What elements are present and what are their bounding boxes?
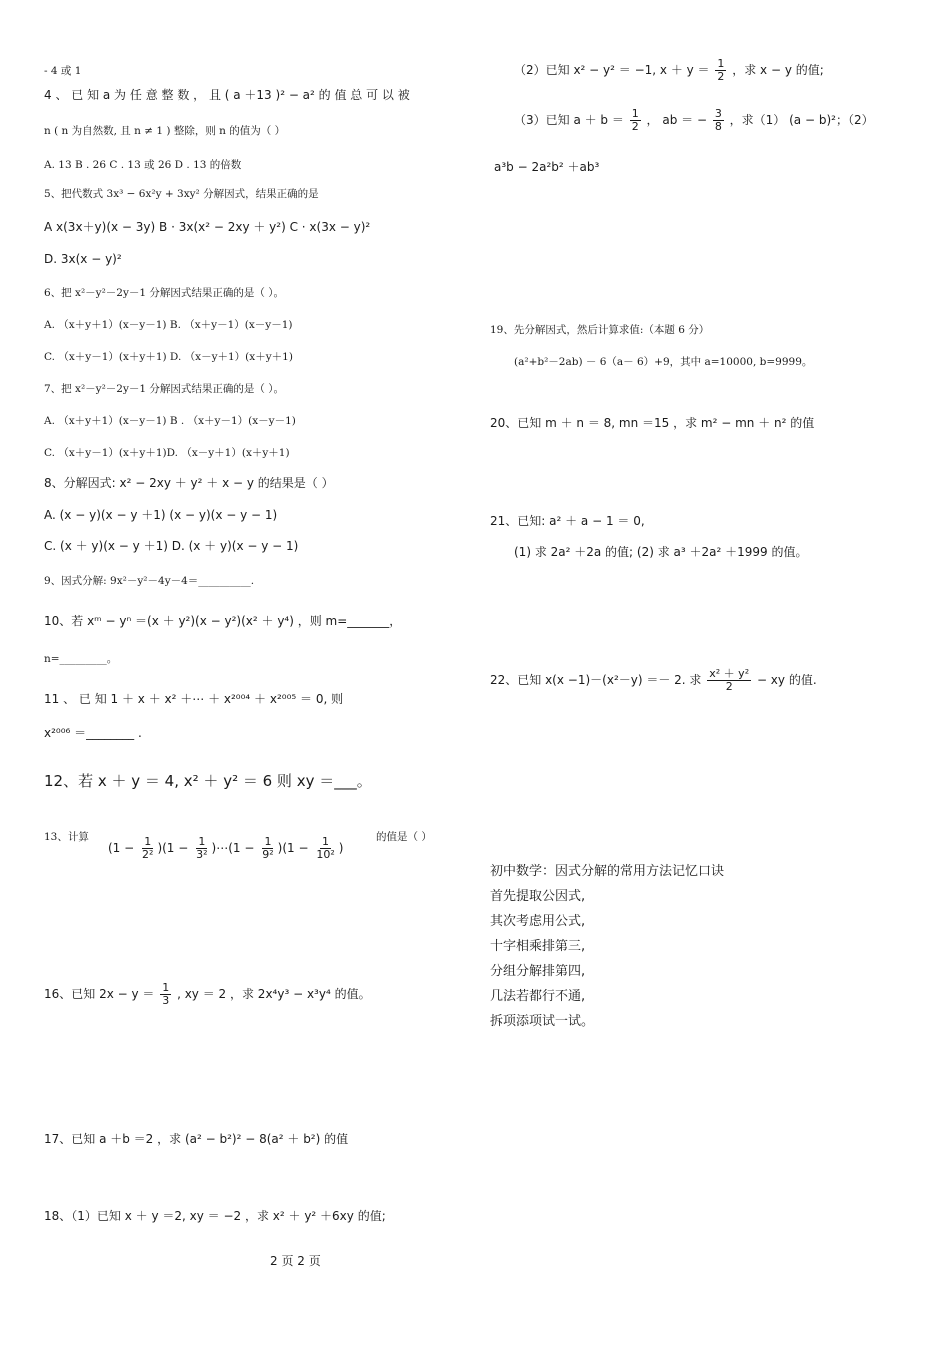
question-8-options-ab: A. (x − y)(x − y ＋1) (x − y)(x − y − 1): [44, 508, 278, 522]
question-13-product: (1 − $\frac{1}{\text{2²}}$ )(1 − $\frac{1}{\text{3²}}$ )⋯(1 − $\frac{1}{\text{9²}}$ )(1 − $\frac{1}{\text{10²}}$ ): [108, 835, 344, 861]
tips-title: 初中数学：因式分解的常用方法记忆口诀: [490, 864, 725, 879]
tip-line: 几法若都行不通,: [490, 989, 586, 1004]
fraction: $\frac{1}{\text{3²}}$: [196, 835, 208, 861]
question-6-options-cd: C. （x＋y－1）(x＋y＋1) D. （x－y＋1）(x＋y＋1): [44, 351, 293, 363]
question-18-part2: （2）已知 x² − y² ＝ −1, x ＋ y ＝ $\frac{1}{2}$ ，求 x − y 的值;: [514, 57, 824, 83]
question-18-part3-expr: a³b − 2a²b² ＋ab³: [494, 160, 600, 174]
fraction: $\frac{1}{2}$: [717, 57, 725, 83]
tip-line: 分组分解排第四,: [490, 964, 586, 979]
question-8-stem: 8、分解因式: x² − 2xy ＋ y² ＋ x − y 的结果是（ ）: [44, 476, 334, 490]
question-8-options-cd: C. (x ＋ y)(x − y ＋1) D. (x ＋ y)(x − y − 1): [44, 539, 299, 553]
question-5-stem: 5、把代数式 3x³ − 6x²y + 3xy² 分解因式，结果正确的是: [44, 188, 319, 200]
fraction: $\frac{3}{8}$: [714, 107, 722, 133]
question-11-cont: x²⁰⁰⁶ ＝________ .: [44, 726, 142, 740]
question-10-cont: n=_________。: [44, 653, 118, 665]
question-6-stem: 6、把 x²－y²－2y－1 分解因式结果正确的是（ ）。: [44, 287, 285, 299]
question-22: 22、已知 x(x −1)－(x²－y) ＝－ 2. 求 $\frac{\text{x² ＋ y²}}{2}$ − xy 的值.: [490, 667, 817, 693]
question-20: 20、已知 m ＋ n ＝ 8, mn ＝15 ，求 m² − mn ＋ n² 的值: [490, 416, 815, 430]
fraction: $\frac{1}{\text{10²}}$: [316, 835, 335, 861]
tip-line: 其次考虑用公式,: [490, 914, 586, 929]
fraction: $\frac{1}{\text{9²}}$: [262, 835, 274, 861]
page-footer: 2 页 2 页: [270, 1254, 321, 1268]
question-21-parts: (1) 求 2a² ＋2a 的值; (2) 求 a³ ＋2a² ＋1999 的值。: [514, 545, 808, 559]
question-4-options: A. 13 B . 26 C . 13 或 26 D . 13 的倍数: [44, 159, 242, 171]
question-13-tail: 的值是（ ）: [376, 831, 432, 843]
question-7-options-cd: C. （x＋y－1）(x＋y＋1)D. （x－y＋1）(x＋y＋1): [44, 447, 290, 459]
tip-line: 十字相乘排第三,: [490, 939, 586, 954]
question-19-expr: (a²+b²－2ab) － 6（a－ 6）+9，其中 a=10000, b=9999。: [514, 356, 813, 368]
answer-fragment: - 4 或 1: [44, 65, 82, 77]
question-18-part3: （3）已知 a ＋ b ＝ $\frac{1}{2}$ ， ab ＝ − $\frac{3}{8}$ ，求（1） (a − b)²；（2）: [514, 107, 874, 133]
question-17: 17、已知 a ＋b ＝2 ，求 (a² − b²)² − 8(a² ＋ b²) 的值: [44, 1132, 349, 1146]
question-21: 21、已知: a² ＋ a − 1 ＝ 0,: [490, 514, 645, 528]
question-4-stem: 4 、 已 知 a 为 任 意 整 数 ， 且 ( a ＋13 )² − a² 的 值 总 可 以 被: [44, 88, 410, 102]
fraction: $\frac{\text{x² ＋ y²}}{2}$: [709, 667, 750, 693]
question-19: 19、先分解因式，然后计算求值:（本题 6 分）: [490, 324, 710, 336]
fraction: $\frac{1}{2}$: [631, 107, 639, 133]
fraction: $\frac{1}{3}$: [162, 981, 170, 1007]
question-10: 10、若 xᵐ − yⁿ ＝(x ＋ y²)(x − y²)(x² ＋ y⁴) ，则 m=_______，: [44, 614, 402, 628]
question-4-stem-cont: n ( n 为自然数, 且 n ≠ 1 ) 整除，则 n 的值为（ ）: [44, 125, 286, 137]
fraction: $\frac{1}{\text{2²}}$: [142, 835, 154, 861]
question-16: 16、已知 2x − y ＝ $\frac{1}{3}$ , xy ＝ 2 ，求 2x⁴y³ − x³y⁴ 的值。: [44, 981, 371, 1007]
question-13-label: 13、计算: [44, 831, 89, 843]
question-5-option-d: D. 3x(x − y)²: [44, 252, 122, 266]
question-9: 9、因式分解: 9x²－y²－4y－4＝__________.: [44, 575, 255, 587]
question-7-options-ab: A. （x＋y＋1）(x－y－1) B . （x＋y－1）(x－y－1): [44, 415, 296, 427]
tip-line: 首先提取公因式,: [490, 889, 586, 904]
question-5-options-abc: A x(3x＋y)(x − 3y) B · 3x(x² − 2xy ＋ y²) C · x(3x − y)²: [44, 220, 371, 234]
question-18-part1: 18、（1）已知 x ＋ y ＝2, xy ＝ −2 ，求 x² ＋ y² ＋6xy 的值;: [44, 1209, 386, 1223]
question-7-stem: 7、把 x²－y²－2y－1 分解因式结果正确的是（ ）。: [44, 383, 285, 395]
question-11: 11 、 已 知 1 ＋ x ＋ x² ＋⋯ ＋ x²⁰⁰⁴ ＋ x²⁰⁰⁵ ＝ 0, 则: [44, 692, 344, 706]
question-12: 12、若 x ＋ y ＝ 4, x² ＋ y² ＝ 6 则 xy ＝___。: [44, 772, 372, 790]
question-6-options-ab: A. （x＋y＋1）(x－y－1) B. （x＋y－1）(x－y－1): [44, 319, 293, 331]
tip-line: 拆项添项试一试。: [490, 1014, 595, 1029]
